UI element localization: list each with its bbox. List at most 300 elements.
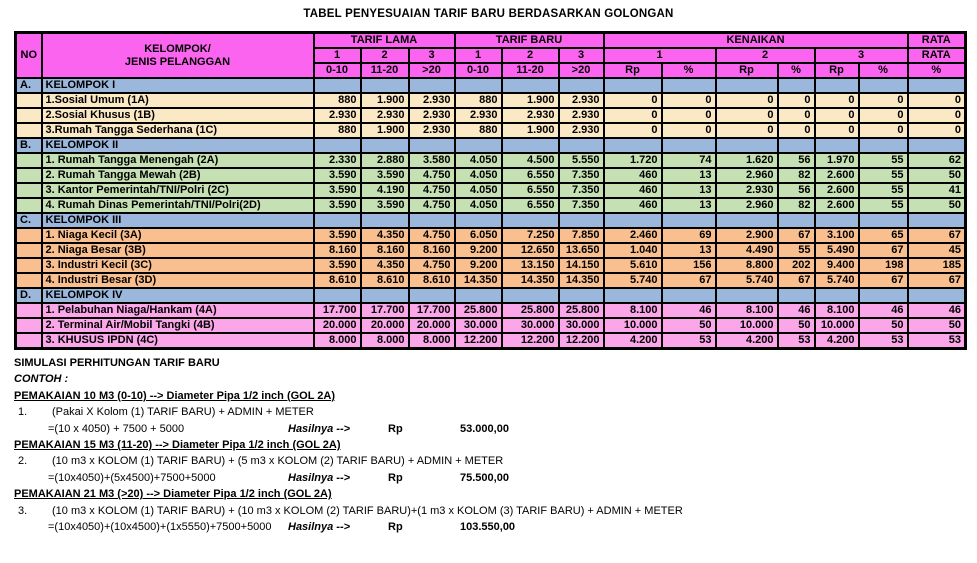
tarif-lama-3: 17.700 (409, 303, 455, 318)
example-3-formula: (10 m3 x KOLOM (1) TARIF BARU) + (10 m3 x KOLOM (2) TARIF BARU)+(1 m3 x KOLOM (3) TARIF BARU) + ADMIN + METER (52, 504, 683, 517)
col-header-kenaikan-1: 1 (604, 48, 716, 63)
kenaikan-4: 82 (778, 168, 815, 183)
col-header-lama-range-2: 11-20 (361, 63, 409, 78)
kenaikan-5: 4.200 (815, 333, 859, 349)
kenaikan-2: 13 (662, 183, 716, 198)
col-header-kelompok-line1: KELOMPOK/ (144, 42, 211, 55)
tarif-lama-1: 3.590 (314, 198, 361, 213)
col-header-rp-1: Rp (604, 63, 662, 78)
example-2-calc: =(10x4050)+(5x4500)+7500+5000 (48, 471, 216, 484)
col-header-pct-2: % (778, 63, 815, 78)
row-no (16, 108, 42, 123)
tarif-lama-2: 2.880 (361, 153, 409, 168)
kenaikan-4: 55 (778, 243, 815, 258)
kenaikan-5: 1.970 (815, 153, 859, 168)
col-header-baru-range-1: 0-10 (455, 63, 502, 78)
section-empty-cell (716, 288, 778, 303)
section-letter: D. (16, 288, 42, 303)
tarif-lama-3: 8.160 (409, 243, 455, 258)
example-2-hasilnya: Hasilnya --> (288, 471, 351, 484)
section-name: KELOMPOK IV (42, 288, 314, 303)
section-empty-cell (716, 213, 778, 228)
kenaikan-4: 67 (778, 273, 815, 288)
tarif-lama-1: 17.700 (314, 303, 361, 318)
rata-rata: 41 (908, 183, 966, 198)
data-row (16, 153, 966, 168)
tarif-lama-1: 880 (314, 93, 361, 108)
kenaikan-1: 2.460 (604, 228, 662, 243)
row-label: 3.Rumah Tangga Sederhana (1C) (42, 123, 314, 138)
section-empty-cell (361, 138, 409, 153)
rata-rata: 50 (908, 168, 966, 183)
tarif-lama-2: 17.700 (361, 303, 409, 318)
example-1-number: 1. (18, 406, 28, 419)
kenaikan-3: 2.960 (716, 168, 778, 183)
example-1-result: 53.000,00 (460, 422, 509, 435)
example-2-title: PEMAKAIAN 15 M3 (11-20) --> Diameter Pipa 1/2 inch (GOL 2A) (14, 439, 341, 452)
row-label: 1.Sosial Umum (1A) (42, 93, 314, 108)
tarif-lama-1: 3.590 (314, 228, 361, 243)
section-empty-cell (314, 213, 361, 228)
col-header-rp-2: Rp (716, 63, 778, 78)
section-name: KELOMPOK III (42, 213, 314, 228)
kenaikan-6: 0 (859, 93, 908, 108)
data-row (16, 168, 966, 183)
section-empty-cell (859, 288, 908, 303)
kenaikan-1: 4.200 (604, 333, 662, 349)
section-empty-cell (455, 78, 502, 93)
col-header-baru-range-3: >20 (559, 63, 604, 78)
row-label: 3. Kantor Pemerintah/TNI/Polri (2C) (42, 183, 314, 198)
data-row (16, 303, 966, 318)
section-empty-cell (662, 288, 716, 303)
row-label: 2.Sosial Khusus (1B) (42, 108, 314, 123)
kenaikan-1: 1.720 (604, 153, 662, 168)
kenaikan-2: 13 (662, 168, 716, 183)
kenaikan-4: 202 (778, 258, 815, 273)
kenaikan-5: 2.600 (815, 198, 859, 213)
tarif-baru-2: 30.000 (502, 318, 559, 333)
data-row (16, 258, 966, 273)
kenaikan-1: 8.100 (604, 303, 662, 318)
kenaikan-1: 460 (604, 183, 662, 198)
tarif-baru-1: 880 (455, 93, 502, 108)
tarif-baru-1: 4.050 (455, 183, 502, 198)
kenaikan-3: 1.620 (716, 153, 778, 168)
kenaikan-2: 0 (662, 93, 716, 108)
tarif-baru-3: 5.550 (559, 153, 604, 168)
data-row (16, 333, 966, 349)
tarif-baru-1: 9.200 (455, 243, 502, 258)
section-empty-cell (815, 138, 859, 153)
tarif-baru-1: 12.200 (455, 333, 502, 349)
row-no (16, 183, 42, 198)
section-empty-cell (716, 138, 778, 153)
tarif-lama-3: 8.000 (409, 333, 455, 349)
kenaikan-6: 65 (859, 228, 908, 243)
tarif-baru-2: 1.900 (502, 123, 559, 138)
tarif-baru-2: 1.900 (502, 93, 559, 108)
tarif-baru-3: 14.150 (559, 258, 604, 273)
kenaikan-5: 10.000 (815, 318, 859, 333)
section-empty-cell (559, 213, 604, 228)
kenaikan-6: 198 (859, 258, 908, 273)
kenaikan-3: 5.740 (716, 273, 778, 288)
section-empty-cell (502, 78, 559, 93)
example-1-title: PEMAKAIAN 10 M3 (0-10) --> Diameter Pipa 1/2 inch (GOL 2A) (14, 389, 336, 402)
kenaikan-2: 50 (662, 318, 716, 333)
kenaikan-3: 2.960 (716, 198, 778, 213)
tarif-lama-3: 4.750 (409, 198, 455, 213)
col-header-lama-2: 2 (361, 48, 409, 63)
kenaikan-4: 0 (778, 93, 815, 108)
section-empty-cell (908, 78, 966, 93)
data-row (16, 108, 966, 123)
tarif-baru-3: 13.650 (559, 243, 604, 258)
tarif-lama-3: 20.000 (409, 318, 455, 333)
section-row (16, 288, 966, 303)
kenaikan-2: 67 (662, 273, 716, 288)
rata-rata: 46 (908, 303, 966, 318)
tarif-baru-3: 25.800 (559, 303, 604, 318)
example-3-result: 103.550,00 (460, 521, 516, 534)
row-no (16, 198, 42, 213)
row-no (16, 318, 42, 333)
kenaikan-4: 50 (778, 318, 815, 333)
kenaikan-1: 460 (604, 198, 662, 213)
section-empty-cell (455, 288, 502, 303)
tarif-lama-1: 2.330 (314, 153, 361, 168)
section-row (16, 78, 966, 93)
tarif-baru-2: 25.800 (502, 303, 559, 318)
kenaikan-5: 0 (815, 93, 859, 108)
rata-rata: 50 (908, 198, 966, 213)
rata-rata: 45 (908, 243, 966, 258)
row-no (16, 243, 42, 258)
kenaikan-6: 67 (859, 243, 908, 258)
section-empty-cell (559, 78, 604, 93)
example-2-currency: Rp (388, 471, 403, 484)
tarif-baru-1: 25.800 (455, 303, 502, 318)
example-1-result-line (48, 421, 977, 437)
rata-rata: 50 (908, 318, 966, 333)
tarif-lama-2: 8.000 (361, 333, 409, 349)
tarif-baru-2: 6.550 (502, 183, 559, 198)
col-header-baru-2: 2 (502, 48, 559, 63)
section-empty-cell (559, 288, 604, 303)
tarif-lama-2: 4.190 (361, 183, 409, 198)
row-no (16, 168, 42, 183)
kenaikan-1: 1.040 (604, 243, 662, 258)
tarif-baru-1: 2.930 (455, 108, 502, 123)
header-row-1 (16, 33, 966, 49)
tarif-baru-1: 30.000 (455, 318, 502, 333)
data-row (16, 273, 966, 288)
kenaikan-4: 67 (778, 228, 815, 243)
tarif-lama-3: 4.750 (409, 183, 455, 198)
tarif-lama-2: 4.350 (361, 258, 409, 273)
tarif-baru-1: 14.350 (455, 273, 502, 288)
tarif-baru-1: 4.050 (455, 168, 502, 183)
rata-rata: 0 (908, 123, 966, 138)
tarif-lama-1: 8.160 (314, 243, 361, 258)
kenaikan-1: 10.000 (604, 318, 662, 333)
section-empty-cell (604, 138, 662, 153)
row-label: 1. Niaga Kecil (3A) (42, 228, 314, 243)
section-empty-cell (662, 138, 716, 153)
tarif-baru-2: 4.500 (502, 153, 559, 168)
col-header-lama-1: 1 (314, 48, 361, 63)
tarif-baru-2: 6.550 (502, 168, 559, 183)
table-body (16, 78, 966, 349)
example-1-formula-line (14, 404, 977, 420)
rata-rata: 0 (908, 108, 966, 123)
rata-rata: 67 (908, 228, 966, 243)
kenaikan-5: 2.600 (815, 183, 859, 198)
example-3-number: 3. (18, 504, 28, 517)
rata-rata: 53 (908, 333, 966, 349)
kenaikan-2: 69 (662, 228, 716, 243)
section-empty-cell (502, 288, 559, 303)
kenaikan-5: 5.740 (815, 273, 859, 288)
col-header-no: NO (16, 33, 42, 79)
section-empty-cell (778, 288, 815, 303)
section-empty-cell (409, 138, 455, 153)
tarif-baru-3: 30.000 (559, 318, 604, 333)
section-empty-cell (778, 138, 815, 153)
simulation-section (14, 355, 977, 535)
data-row (16, 198, 966, 213)
section-empty-cell (604, 78, 662, 93)
tarif-lama-2: 1.900 (361, 93, 409, 108)
section-empty-cell (361, 288, 409, 303)
row-label: 3. KHUSUS IPDN (4C) (42, 333, 314, 349)
tarif-baru-1: 880 (455, 123, 502, 138)
section-empty-cell (455, 138, 502, 153)
data-row (16, 183, 966, 198)
tarif-lama-1: 3.590 (314, 183, 361, 198)
kenaikan-3: 4.490 (716, 243, 778, 258)
tarif-lama-3: 4.750 (409, 168, 455, 183)
section-empty-cell (502, 138, 559, 153)
section-empty-cell (604, 213, 662, 228)
kenaikan-6: 50 (859, 318, 908, 333)
section-letter: A. (16, 78, 42, 93)
tarif-baru-2: 12.200 (502, 333, 559, 349)
tarif-lama-3: 4.750 (409, 228, 455, 243)
section-empty-cell (502, 213, 559, 228)
kenaikan-2: 0 (662, 123, 716, 138)
kenaikan-5: 0 (815, 108, 859, 123)
tarif-baru-2: 12.650 (502, 243, 559, 258)
kenaikan-3: 0 (716, 123, 778, 138)
kenaikan-1: 460 (604, 168, 662, 183)
tarif-lama-2: 2.930 (361, 108, 409, 123)
section-empty-cell (559, 138, 604, 153)
kenaikan-4: 56 (778, 153, 815, 168)
section-name: KELOMPOK I (42, 78, 314, 93)
tarif-lama-1: 3.590 (314, 258, 361, 273)
tarif-baru-1: 4.050 (455, 198, 502, 213)
example-3-calc: =(10x4050)+(10x4500)+(1x5550)+7500+5000 (48, 521, 272, 534)
tarif-lama-1: 8.000 (314, 333, 361, 349)
row-label: 2. Rumah Tangga Mewah (2B) (42, 168, 314, 183)
tarif-baru-2: 2.930 (502, 108, 559, 123)
section-empty-cell (859, 78, 908, 93)
tarif-baru-3: 7.350 (559, 183, 604, 198)
row-label: 4. Industri Besar (3D) (42, 273, 314, 288)
tarif-lama-1: 880 (314, 123, 361, 138)
section-empty-cell (815, 288, 859, 303)
tarif-baru-3: 2.930 (559, 93, 604, 108)
col-header-tarif-lama: TARIF LAMA (314, 33, 455, 49)
example-1-calc: =(10 x 4050) + 7500 + 5000 (48, 422, 185, 435)
kenaikan-2: 74 (662, 153, 716, 168)
example-1-formula: (Pakai X Kolom (1) TARIF BARU) + ADMIN + METER (52, 406, 314, 419)
rata-rata: 67 (908, 273, 966, 288)
kenaikan-3: 2.900 (716, 228, 778, 243)
tarif-lama-3: 8.610 (409, 273, 455, 288)
tarif-lama-2: 1.900 (361, 123, 409, 138)
kenaikan-3: 8.800 (716, 258, 778, 273)
section-empty-cell (409, 78, 455, 93)
kenaikan-4: 53 (778, 333, 815, 349)
section-empty-cell (815, 213, 859, 228)
tarif-baru-3: 12.200 (559, 333, 604, 349)
tarif-lama-2: 8.160 (361, 243, 409, 258)
col-header-rata-pct: % (908, 63, 966, 78)
tarif-baru-1: 6.050 (455, 228, 502, 243)
kenaikan-6: 0 (859, 108, 908, 123)
tarif-lama-3: 4.750 (409, 258, 455, 273)
col-header-baru-range-2: 11-20 (502, 63, 559, 78)
tarif-baru-1: 4.050 (455, 153, 502, 168)
col-header-lama-range-1: 0-10 (314, 63, 361, 78)
section-empty-cell (314, 78, 361, 93)
tarif-lama-3: 2.930 (409, 108, 455, 123)
row-no (16, 123, 42, 138)
kenaikan-6: 67 (859, 273, 908, 288)
tarif-lama-1: 2.930 (314, 108, 361, 123)
kenaikan-2: 156 (662, 258, 716, 273)
kenaikan-5: 9.400 (815, 258, 859, 273)
contoh-label: CONTOH : (14, 373, 69, 386)
section-empty-cell (908, 213, 966, 228)
tarif-lama-3: 2.930 (409, 93, 455, 108)
rata-rata: 185 (908, 258, 966, 273)
table-header (16, 33, 966, 79)
tarif-lama-2: 8.610 (361, 273, 409, 288)
kenaikan-3: 4.200 (716, 333, 778, 349)
kenaikan-4: 46 (778, 303, 815, 318)
tarif-baru-3: 7.350 (559, 198, 604, 213)
tarif-lama-2: 20.000 (361, 318, 409, 333)
tarif-baru-3: 7.850 (559, 228, 604, 243)
example-1-hasilnya: Hasilnya --> (288, 422, 351, 435)
kenaikan-2: 53 (662, 333, 716, 349)
example-2-result: 75.500,00 (460, 471, 509, 484)
kenaikan-3: 8.100 (716, 303, 778, 318)
kenaikan-3: 10.000 (716, 318, 778, 333)
row-no (16, 273, 42, 288)
example-2-formula: (10 m3 x KOLOM (1) TARIF BARU) + (5 m3 x KOLOM (2) TARIF BARU) + ADMIN + METER (52, 455, 504, 468)
kenaikan-2: 13 (662, 198, 716, 213)
kenaikan-6: 0 (859, 123, 908, 138)
example-1-currency: Rp (388, 422, 403, 435)
tarif-baru-1: 9.200 (455, 258, 502, 273)
tarif-lama-2: 3.590 (361, 198, 409, 213)
tarif-baru-3: 2.930 (559, 123, 604, 138)
kenaikan-4: 0 (778, 123, 815, 138)
kenaikan-3: 0 (716, 93, 778, 108)
rata-rata: 0 (908, 93, 966, 108)
col-header-pct-1: % (662, 63, 716, 78)
tarif-baru-2: 6.550 (502, 198, 559, 213)
page-title: TABEL PENYESUAIAN TARIF BARU BERDASARKAN GOLONGAN (303, 8, 674, 20)
col-header-baru-1: 1 (455, 48, 502, 63)
kenaikan-5: 5.490 (815, 243, 859, 258)
section-empty-cell (604, 288, 662, 303)
row-no (16, 228, 42, 243)
tarif-baru-2: 7.250 (502, 228, 559, 243)
tarif-baru-3: 7.350 (559, 168, 604, 183)
col-header-lama-3: 3 (409, 48, 455, 63)
col-header-baru-3: 3 (559, 48, 604, 63)
col-header-kenaikan-3: 3 (815, 48, 908, 63)
col-header-rp-3: Rp (815, 63, 859, 78)
section-empty-cell (361, 78, 409, 93)
kenaikan-3: 0 (716, 108, 778, 123)
section-row (16, 138, 966, 153)
row-no (16, 333, 42, 349)
data-row (16, 123, 966, 138)
col-header-kenaikan-2: 2 (716, 48, 815, 63)
data-row (16, 93, 966, 108)
tarif-baru-3: 2.930 (559, 108, 604, 123)
section-empty-cell (859, 213, 908, 228)
example-2-number: 2. (18, 455, 28, 468)
row-label: 4. Rumah Dinas Pemerintah/TNI/Polri(2D) (42, 198, 314, 213)
data-row (16, 318, 966, 333)
section-letter: B. (16, 138, 42, 153)
kenaikan-5: 2.600 (815, 168, 859, 183)
col-header-tarif-baru: TARIF BARU (455, 33, 604, 49)
section-empty-cell (314, 138, 361, 153)
kenaikan-3: 2.930 (716, 183, 778, 198)
example-3-hasilnya: Hasilnya --> (288, 521, 351, 534)
example-3-result-line (48, 519, 977, 535)
col-header-rata-2: RATA (908, 48, 966, 63)
section-empty-cell (908, 138, 966, 153)
row-no (16, 93, 42, 108)
kenaikan-1: 0 (604, 108, 662, 123)
col-header-kelompok (42, 33, 314, 79)
example-3-currency: Rp (388, 521, 403, 534)
tarif-lama-2: 3.590 (361, 168, 409, 183)
kenaikan-5: 3.100 (815, 228, 859, 243)
kenaikan-4: 56 (778, 183, 815, 198)
row-label: 1. Pelabuhan Niaga/Hankam (4A) (42, 303, 314, 318)
section-row (16, 213, 966, 228)
rata-rata: 62 (908, 153, 966, 168)
tarif-lama-2: 4.350 (361, 228, 409, 243)
kenaikan-1: 5.740 (604, 273, 662, 288)
section-empty-cell (662, 78, 716, 93)
section-empty-cell (409, 288, 455, 303)
tarif-baru-2: 13.150 (502, 258, 559, 273)
tarif-baru-2: 14.350 (502, 273, 559, 288)
kenaikan-6: 55 (859, 153, 908, 168)
